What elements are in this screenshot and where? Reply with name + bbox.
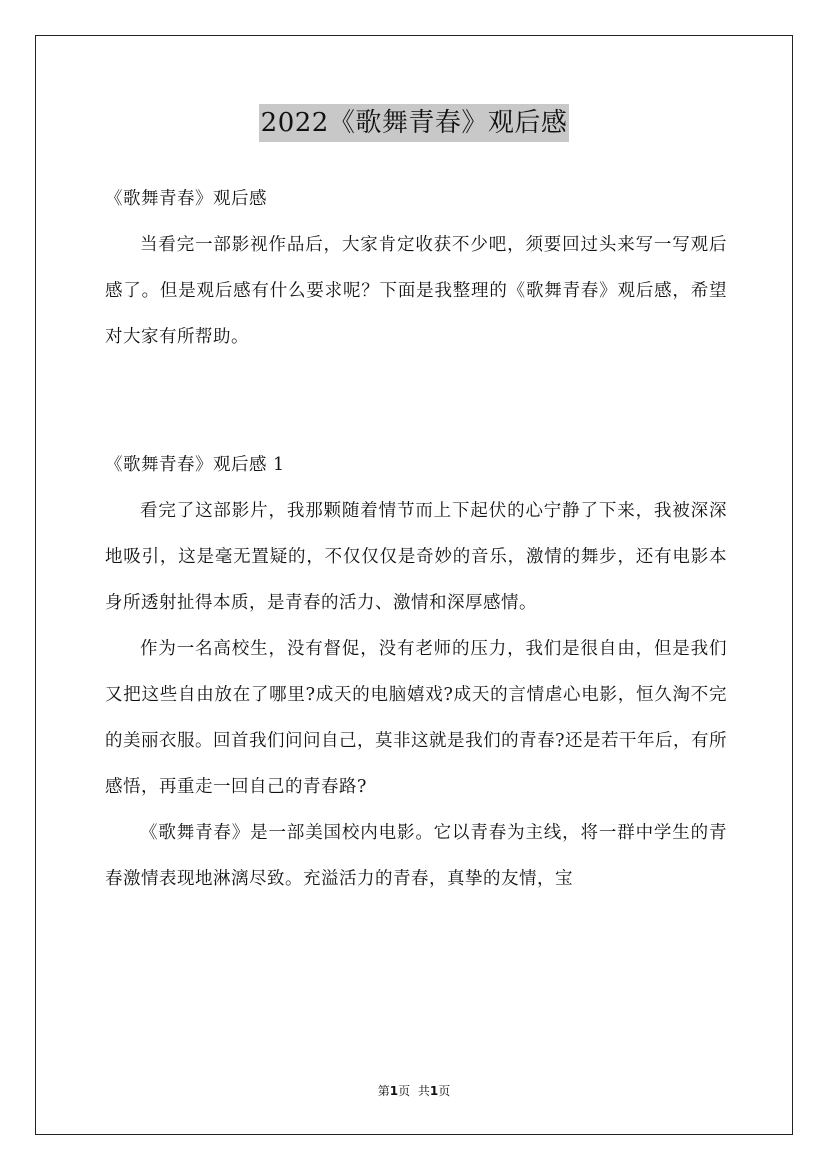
section-1-heading: 《歌舞青春》观后感 1 (105, 455, 285, 475)
section-1-paragraph: 《歌舞青春》是一部美国校内电影。它以青春为主线，将一群中学生的青春激情表现地淋漓尽致。充溢活力的青春，真挚的友情，宝 (105, 823, 727, 889)
total-pages: 1 (429, 1084, 439, 1098)
section-1-paragraph: 作为一名高校生，没有督促，没有老师的压力，我们是很自由，但是我们又把这些自由放在了哪里?成天的电脑嬉戏?成天的言情虐心电影，恒久淘不完的美丽衣服。回首我们问问自己，莫非这就是我们的青春?还是若干年后，有所感悟，再重走一回自己的青春路? (105, 639, 727, 797)
page-suffix: 页 (398, 1084, 411, 1098)
total-prefix: 共 (417, 1084, 430, 1098)
document-page (35, 35, 793, 1135)
total-suffix: 页 (438, 1084, 451, 1098)
document-body (105, 176, 727, 360)
section-1-paragraph: 看完了这部影片，我那颗随着情节而上下起伏的心宁静了下来，我被深深地吸引，这是毫无置疑的，不仅仅仅是奇妙的音乐，激情的舞步，还有电影本身所透射扯得本质，是青春的活力、激情和深厚感情。 (105, 501, 727, 613)
intro-heading: 《歌舞青春》观后感 (105, 189, 267, 209)
title-container (36, 104, 792, 142)
intro-paragraph: 当看完一部影视作品后，大家肯定收获不少吧，须要回过头来写一写观后感了。但是观后感有什么要求呢？下面是我整理的《歌舞青春》观后感，希望对大家有所帮助。 (105, 235, 727, 347)
section-1 (105, 442, 727, 902)
page-footer (36, 1082, 792, 1099)
page-number: 1 (389, 1084, 399, 1098)
document-title: 2022《歌舞青春》观后感 (259, 104, 570, 142)
page-prefix: 第 (377, 1084, 390, 1098)
